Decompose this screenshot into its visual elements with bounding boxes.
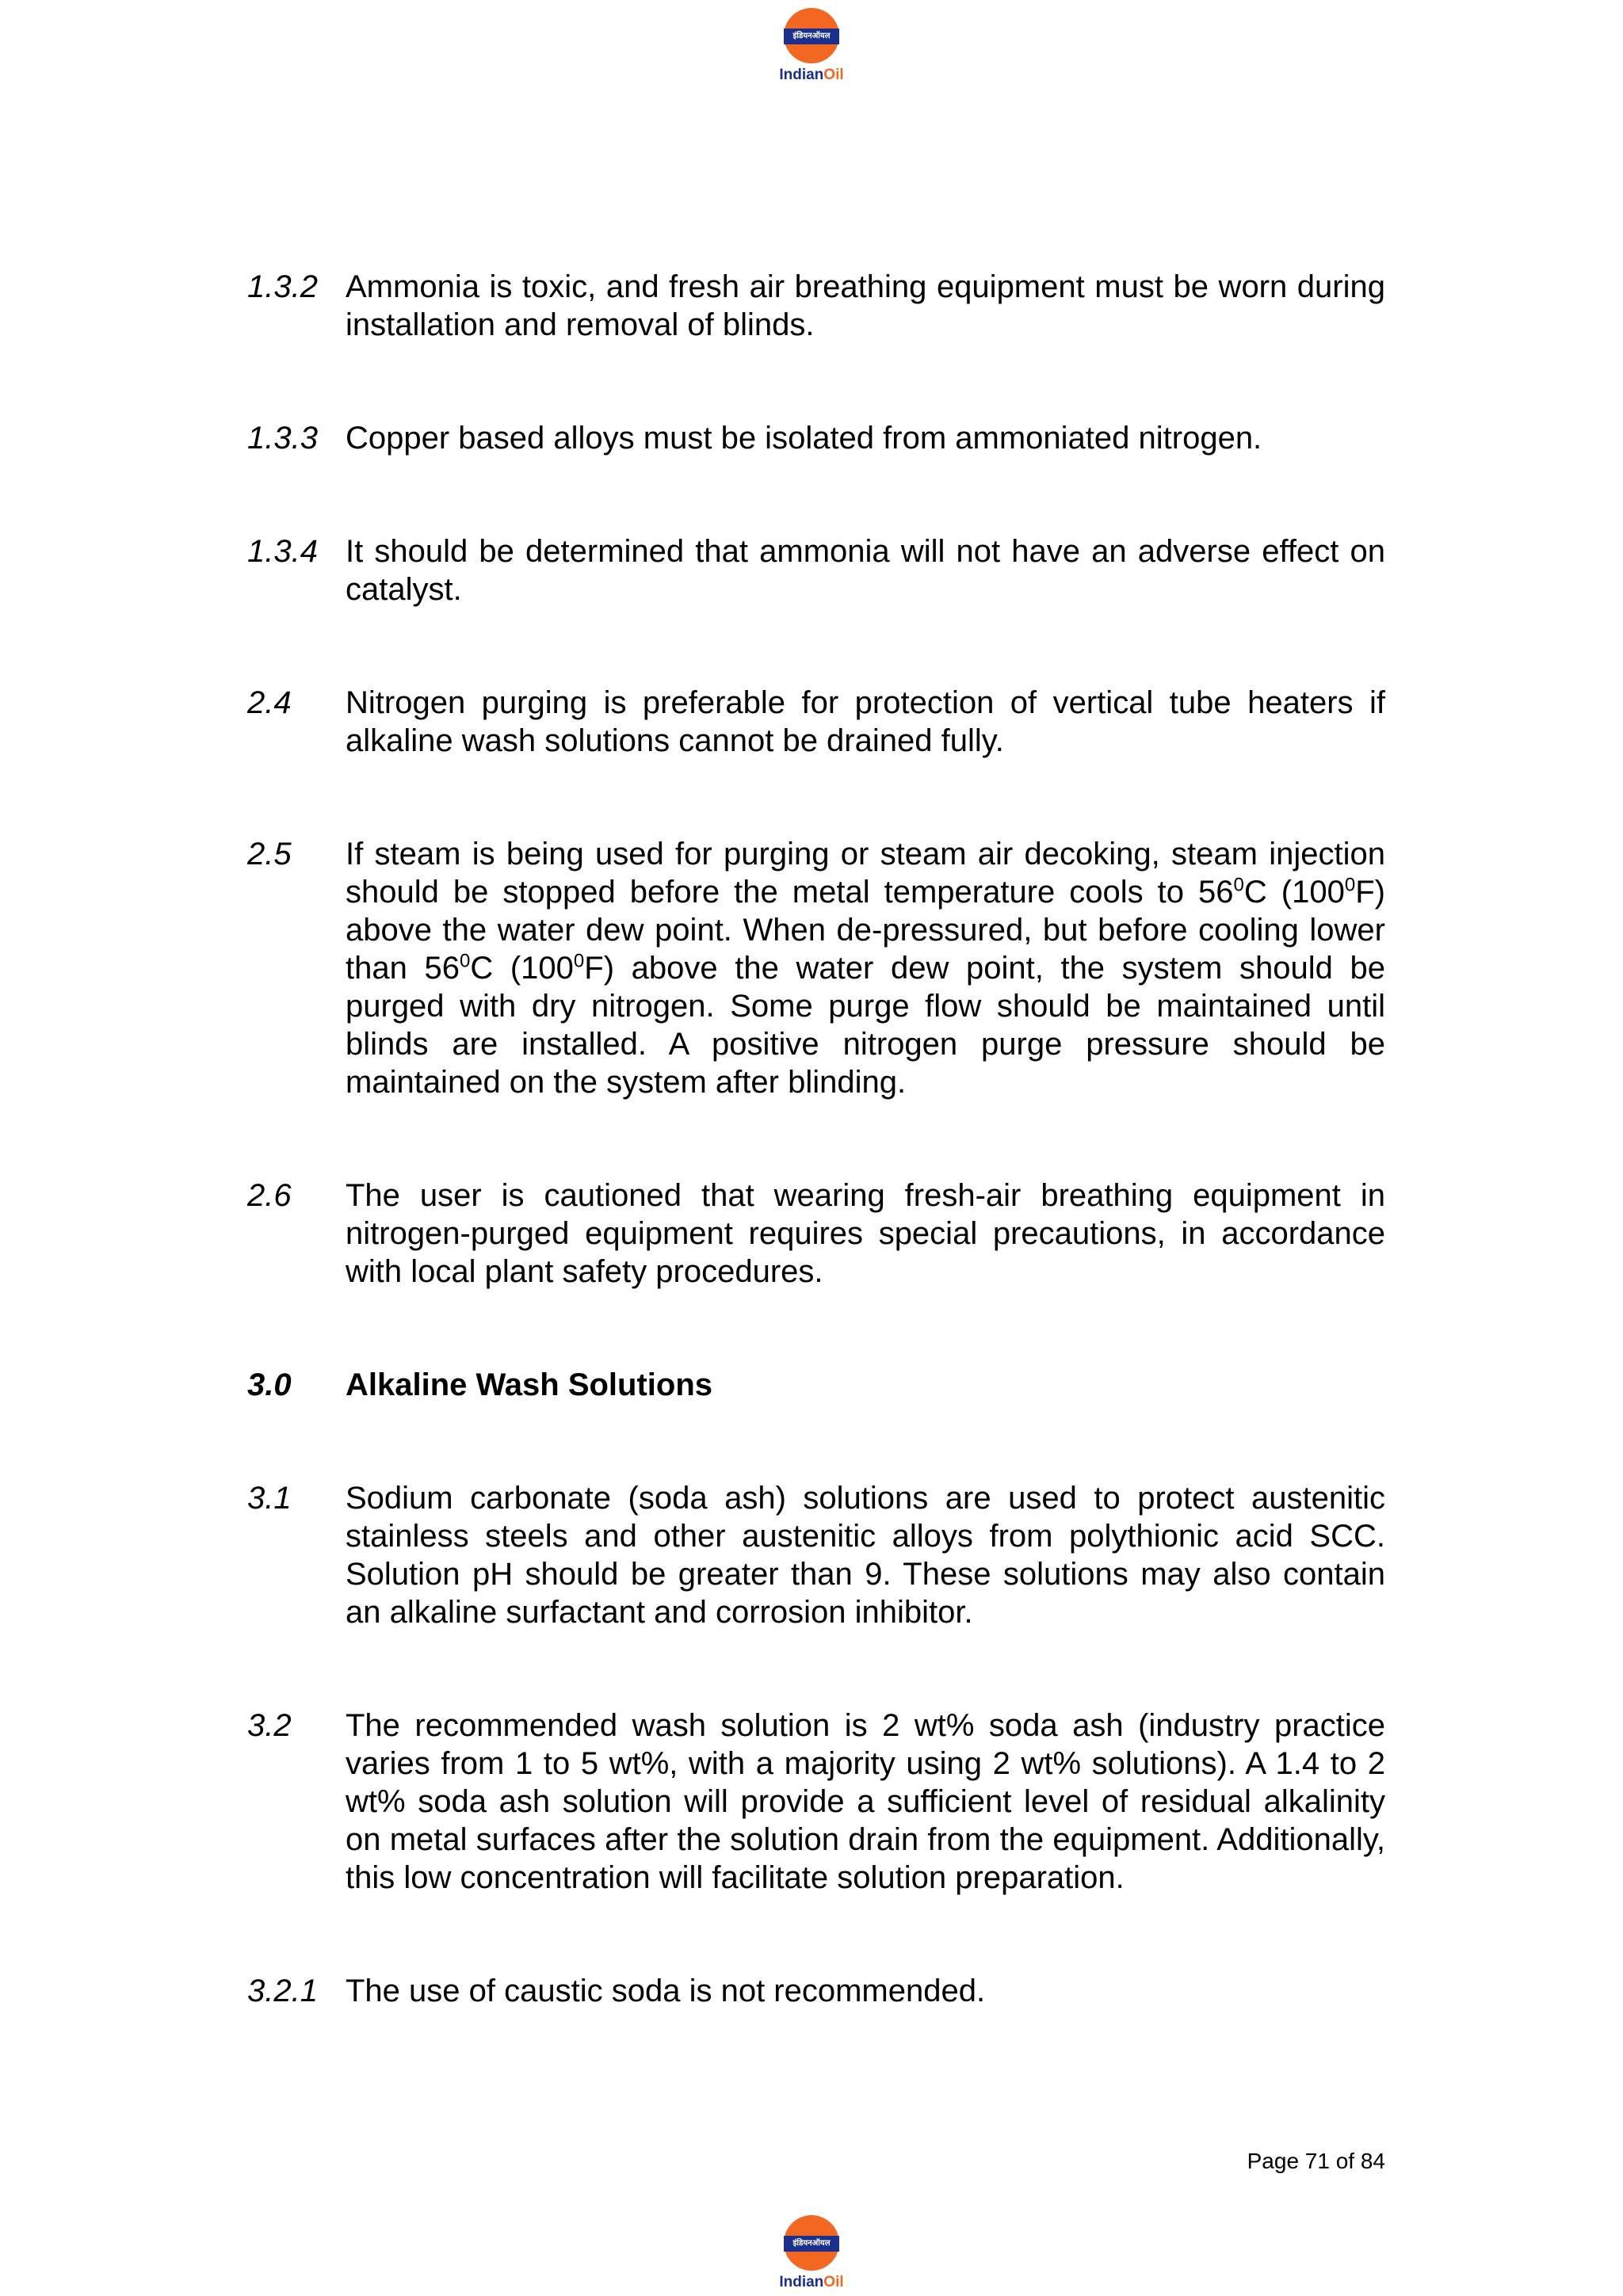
section-number: 3.2 xyxy=(247,1708,292,1743)
section-2-5 xyxy=(247,835,1385,1101)
section-1-3-3 xyxy=(247,419,1385,457)
logo-word-oil: Oil xyxy=(823,2274,844,2290)
superscript: 0 xyxy=(1344,874,1356,896)
section-3-2 xyxy=(247,1707,1385,1897)
logo-band-text: इंडियनऑयल xyxy=(784,29,839,44)
section-number: 1.3.3 xyxy=(247,421,318,456)
section-text: The use of caustic soda is not recommended. xyxy=(346,1974,986,2008)
section-3-1 xyxy=(247,1479,1385,1631)
superscript: 0 xyxy=(459,950,471,972)
section-text: It should be determined that ammonia will not have an adverse effect on catalyst. xyxy=(346,534,1385,607)
section-text xyxy=(346,835,1385,1101)
text-part: C (100 xyxy=(1243,875,1345,910)
section-text: The user is cautioned that wearing fresh-air breathing equipment in nitrogen-purged equipment requires special precautions, in accordance with local plant safety procedures. xyxy=(346,1178,1385,1289)
section-number: 2.4 xyxy=(247,685,292,720)
section-1-3-2 xyxy=(247,268,1385,344)
indianoil-emblem xyxy=(784,2215,839,2271)
section-number: 3.2.1 xyxy=(247,1974,318,2008)
logo-wordmark xyxy=(768,67,855,84)
text-part: C (100 xyxy=(470,951,574,986)
section-heading: Alkaline Wash Solutions xyxy=(346,1367,713,1402)
section-3-2-1 xyxy=(247,1972,1385,2010)
section-text: The recommended wash solution is 2 wt% soda ash (industry practice varies from 1 to 5 wt%, with a majority using 2 wt% solutions). A 1.4 to 2 wt% soda ash solution will provide a sufficient level of residual alkalinity on metal surfaces after the solution drain from the equipment. Additionally, this low concentration will facilitate solution preparation. xyxy=(346,1708,1385,1895)
indianoil-logo-bottom xyxy=(768,2215,855,2291)
logo-word-indian: Indian xyxy=(779,2274,824,2290)
indianoil-logo-top xyxy=(768,8,855,84)
section-2-4 xyxy=(247,684,1385,760)
superscript: 0 xyxy=(1233,874,1244,896)
page-number: Page 71 of 84 xyxy=(1247,2149,1385,2173)
section-1-3-4 xyxy=(247,532,1385,608)
section-number: 1.3.4 xyxy=(247,534,318,569)
text-part: F) above the water dew point. When de-pressured, but before cooling lower than 56 xyxy=(346,875,1385,986)
section-number: 2.6 xyxy=(247,1178,292,1213)
text-part: F) above the water dew point, the system should be purged with dry nitrogen. Some purge flow should be maintained until blinds are installed. A positive nitrogen purge pressure should be maintained on the system after blinding. xyxy=(346,951,1385,1100)
section-text: Nitrogen purging is preferable for protection of vertical tube heaters if alkaline wash solutions cannot be drained fully. xyxy=(346,685,1385,758)
document-body xyxy=(247,268,1385,2085)
section-text: Sodium carbonate (soda ash) solutions are used to protect austenitic stainless steels and other austenitic alloys from polythionic acid SCC. Solution pH should be greater than 9. These solutions may also contain an alkaline surfactant and corrosion inhibitor. xyxy=(346,1481,1385,1630)
section-number: 1.3.2 xyxy=(247,269,318,304)
logo-wordmark xyxy=(768,2274,855,2291)
section-number: 3.1 xyxy=(247,1481,292,1516)
logo-band-text: इंडियनऑयल xyxy=(784,2236,839,2252)
logo-word-oil: Oil xyxy=(823,67,844,83)
logo-word-indian: Indian xyxy=(779,67,824,83)
text-part: If steam is being used for purging or steam air decoking, steam injection should be stopped before the metal temperature cools to 56 xyxy=(346,837,1385,910)
indianoil-emblem xyxy=(784,8,839,63)
section-text: Ammonia is toxic, and fresh air breathing equipment must be worn during installation and removal of blinds. xyxy=(346,269,1385,342)
section-2-6 xyxy=(247,1177,1385,1291)
superscript: 0 xyxy=(573,950,585,972)
section-number: 3.0 xyxy=(247,1367,292,1402)
section-number: 2.5 xyxy=(247,837,292,871)
section-text: Copper based alloys must be isolated from ammoniated nitrogen. xyxy=(346,421,1262,456)
section-3-0-heading xyxy=(247,1366,1385,1404)
